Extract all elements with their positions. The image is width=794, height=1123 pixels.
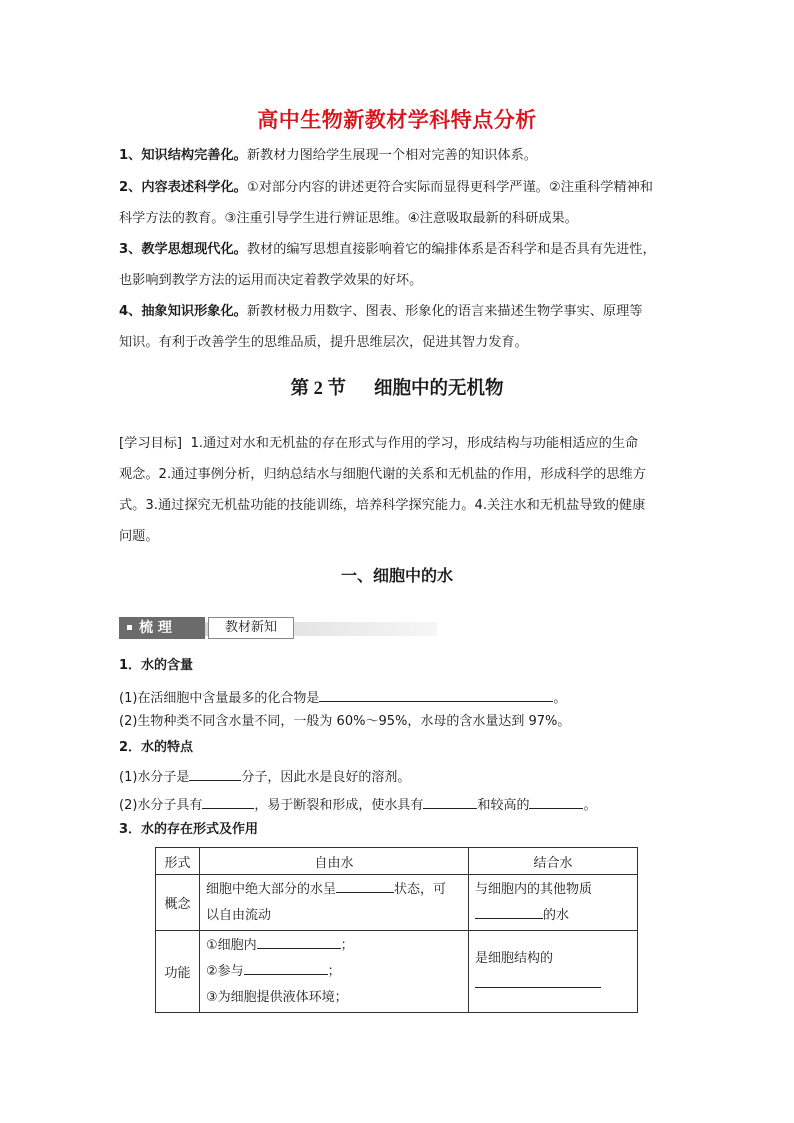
goals-line: 1.通过对水和无机盐的存在形式与作用的学习，形成结构与功能相适应的生命 (190, 436, 639, 451)
cell-text: ； (327, 963, 341, 979)
header-cell: 自由水 (200, 848, 469, 875)
goals-line: 式。3.通过探究无机盐功能的技能训练，培养科学探究能力。4.关注水和无机盐导致的健康 (119, 498, 646, 513)
answer-blank[interactable] (529, 793, 583, 809)
header-cell: 结合水 (469, 848, 638, 875)
goals-line: 问题。 (119, 529, 159, 544)
feature-text: 教材的编写思想直接影响着它的编排体系是否科学和是否具有先进性， (246, 242, 656, 257)
feature-text: 知识。有利于改善学生的思维品质，提升思维层次，促进其智力发育。 (119, 335, 528, 350)
fill-line (119, 793, 596, 816)
line-text: 分子，因此水是良好的溶剂。 (241, 770, 411, 785)
free-water-concept (200, 875, 469, 931)
goals-line: 观念。2.通过事例分析，归纳总结水与细胞代谢的关系和无机盐的作用，形成科学的思维方 (119, 467, 646, 482)
cell-text: 的水 (543, 907, 570, 923)
subsection-title: 一、细胞中的水 (340, 566, 453, 585)
feature-heading: 4、抽象知识形象化。 (119, 304, 247, 319)
line-text: (1)在活细胞中含量最多的化合物是 (119, 691, 320, 706)
heading-text: 1．水的含量 (119, 658, 194, 673)
square-icon (127, 625, 132, 630)
row-label: 功能 (156, 931, 200, 1013)
line-text: (2)水分子具有 (119, 798, 203, 813)
fill-line (119, 765, 410, 788)
cell-text: ； (340, 937, 354, 953)
feature-text: 科学方法的教育。③注重引导学生进行辨证思维。④注意吸取最新的科研成果。 (119, 211, 578, 226)
item-heading (119, 820, 258, 840)
item-heading (119, 738, 193, 758)
feature-text: ①对部分内容的讲述更符合实际而显得更科学严谨。②注重科学精神和 (246, 180, 653, 195)
table-row (156, 931, 638, 1013)
cell-text: ②参与 (206, 963, 244, 979)
bound-water-concept (469, 875, 638, 931)
heading-text: 3．水的存在形式及作用 (119, 822, 259, 837)
answer-blank[interactable] (244, 959, 328, 975)
answer-blank[interactable] (475, 972, 601, 988)
feature-1 (119, 140, 679, 171)
goals-label: [学习目标] (119, 436, 183, 451)
learning-goals (119, 428, 679, 552)
banner-dark-tab (119, 617, 205, 639)
feature-2 (119, 172, 679, 234)
cell-text: 细胞中绝大部分的水呈 (206, 881, 337, 897)
header-cell: 形式 (156, 848, 200, 875)
line-text: ，易于断裂和形成，使水具有 (254, 798, 424, 813)
heading-text: 2．水的特点 (119, 740, 194, 755)
cell-text: 以自由流动 (206, 907, 272, 923)
bound-water-function (469, 931, 638, 1013)
answer-blank[interactable] (336, 877, 394, 893)
free-water-function (200, 931, 469, 1013)
water-forms-table (155, 847, 638, 1013)
feature-text: 新教材极力用数字、图表、形象化的语言来描述生物学事实、原理等 (246, 304, 643, 319)
line-text: 和较高的 (477, 798, 530, 813)
answer-blank[interactable] (189, 765, 241, 781)
banner-dark-label: 梳 理 (139, 620, 172, 636)
answer-blank[interactable] (319, 686, 553, 702)
answer-blank[interactable] (202, 793, 254, 809)
feature-heading: 1、知识结构完善化。 (119, 148, 247, 163)
feature-heading: 3、教学思想现代化。 (119, 242, 247, 257)
page-title: 高中生物新教材学科特点分析 (257, 108, 537, 132)
section-title (0, 374, 794, 400)
cell-text: ①细胞内 (206, 937, 257, 953)
table-header-row (156, 848, 638, 875)
answer-blank[interactable] (475, 903, 543, 919)
section-banner (119, 617, 439, 639)
item-heading (119, 656, 193, 676)
cell-text: 是细胞结构的 (475, 950, 554, 966)
table-row (156, 875, 638, 931)
cell-text: 与细胞内的其他物质 (475, 881, 593, 897)
cell-text: 状态，可 (394, 881, 447, 897)
line-text: (1)水分子是 (119, 770, 190, 785)
banner-light-tab: 教材新知 (208, 617, 294, 639)
row-label: 概念 (156, 875, 200, 931)
feature-text: 新教材力图给学生展现一个相对完善的知识体系。 (246, 148, 537, 163)
section-name: 细胞中的无机物 (374, 378, 504, 399)
section-number: 第 2 节 (290, 379, 346, 399)
feature-3 (119, 234, 679, 296)
text-line: (2)生物种类不同含水量不同，一般为 60%～95%，水母的含水量达到 97%。 (119, 714, 571, 729)
feature-heading: 2、内容表述科学化。 (119, 180, 247, 195)
fill-line (119, 686, 566, 709)
line-text: 。 (553, 691, 567, 706)
feature-4 (119, 296, 679, 358)
line-text: 。 (583, 798, 597, 813)
answer-blank[interactable] (423, 793, 477, 809)
answer-blank[interactable] (257, 933, 341, 949)
feature-text: 也影响到教学方法的运用而决定着教学效果的好坏。 (119, 273, 423, 288)
cell-text: ③为细胞提供液体环境； (206, 989, 348, 1005)
